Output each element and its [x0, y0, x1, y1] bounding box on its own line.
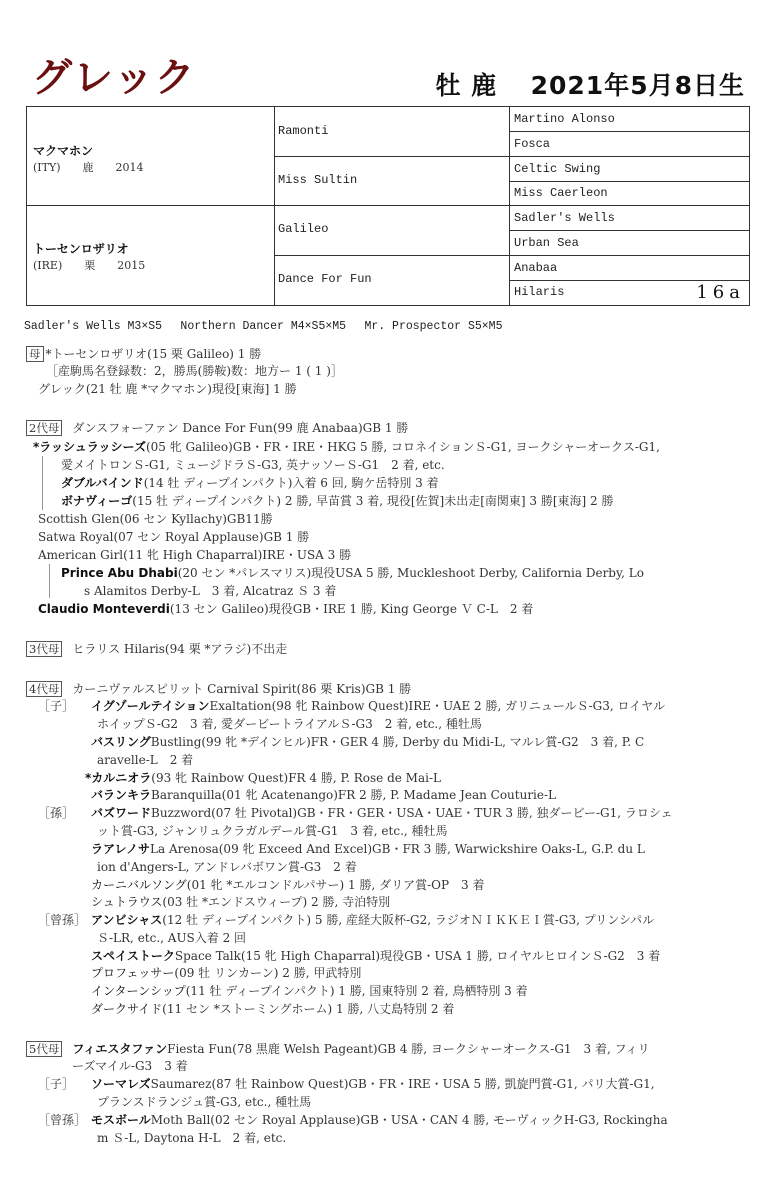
fourth-dam-grand-4: シュトラウス(03 牡 *エンドスウィープ) 2 勝, 寺泊特別	[91, 895, 391, 909]
second-dam-row-5: Satwa Royal(07 セン Royal Applause)GB 1 勝	[38, 530, 310, 544]
fourth-dam-grand-2-cont: ion d'Angers-L, アンドレバボワン賞-G3 2 着	[97, 860, 357, 874]
section-label-dam: 母	[26, 346, 44, 362]
inbreeding-line: Sadler's Wells M3×S5 Northern Dancer M4×S5×M5 Mr. Prospector S5×M5	[24, 320, 503, 333]
dam-dam: Dance For Fun	[278, 272, 372, 286]
ancestor-5: Sadler's Wells	[514, 211, 615, 225]
fourth-dam-grand-3: カーニバルソング(01 牝 *エルコンドルパサー) 1 勝, ダリア賞-OP 3 着	[91, 878, 485, 892]
sire-sire: Ramonti	[278, 124, 329, 138]
birth-date: 2021年5月8日生	[530, 71, 745, 100]
section-label-5th-dam: 5代母	[26, 1041, 62, 1057]
fifth-dam-head: 5代母 フィエスタファンFiesta Fun(78 黒鹿 Welsh Pageant)GB 4 勝, ヨークシャーオークス-G1 3 着, フィリ	[26, 1040, 650, 1058]
section-label-2nd-dam: 2代母	[26, 420, 62, 436]
fourth-dam-child-2: バスリングBustling(99 牝 *デインヒル)FR・GER 4 勝, Derby du Midi-L, マルレ賞-G2 3 着, P. C	[91, 735, 645, 749]
fourth-dam-great-5: ダークサイド(11 セン *ストーミングホーム) 1 勝, 八丈島特別 2 着	[91, 1002, 455, 1016]
pedigree-table	[26, 106, 750, 306]
fourth-dam-child-1: イグゾールテイションExaltation(98 牝 Rainbow Quest)IRE・UAE 2 勝, ガリニュールＳ-G3, ロイヤル	[91, 699, 666, 713]
horse-name: グレック	[32, 55, 196, 101]
fourth-dam-great-2: スペイストークSpace Talk(15 牝 High Chaparral)現役GB・USA 1 勝, ロイヤルヒロインＳ-G2 3 着	[91, 949, 661, 963]
tag-grandchild: ［孫］	[38, 806, 75, 820]
fourth-dam-grand-2: ラアレノサLa Arenosa(09 牝 Exceed And Excel)GB・FR 3 勝, Warwickshire Oaks-L, G.P. du L	[91, 842, 645, 856]
second-dam-row-4: Scottish Glen(06 セン Kyllachy)GB11勝	[38, 512, 273, 526]
second-dam-row-1-cont: 愛メイトロンＳ-G1, ミュージドラＳ-G3, 英ナッソーＳ-G1 2 着, etc.	[61, 458, 445, 472]
sire-name: マクマホン	[33, 144, 94, 158]
second-dam-row-1: *ラッシュラッシーズ(05 牝 Galileo)GB・FR・IRE・HKG 5 勝, コロネイションＳ-G1, ヨークシャーオークス-G1,	[33, 440, 660, 454]
third-dam-head: 3代母 ヒラリス Hilaris(94 栗 *アラジ)不出走	[26, 640, 287, 658]
ancestor-4: Miss Caerleon	[514, 186, 608, 200]
ancestor-1: Martino Alonso	[514, 112, 615, 126]
dam-sire: Galileo	[278, 222, 329, 236]
dam-line-2: ［産駒馬名登録数：2，勝馬(勝鞍)数：地方ー 1 ( 1 )］	[46, 364, 343, 378]
second-dam-row-8: Claudio Monteverdi(13 セン Galileo)現役GB・IRE 1 勝, King George Ｖ C-L 2 着	[38, 602, 534, 616]
ancestor-7: Anabaa	[514, 261, 558, 275]
second-dam-row-6: American Girl(11 牝 High Chaparral)IRE・USA 3 勝	[38, 548, 352, 562]
sex-coat: 牡 鹿	[435, 71, 498, 100]
fifth-dam-great-1: モスボールMoth Ball(02 セン Royal Applause)GB・USA・CAN 4 勝, モーヴィックH-G3, Rockingha	[91, 1113, 668, 1127]
sire-info: (ITY) 鹿 2014	[33, 161, 144, 174]
ancestor-2: Fosca	[514, 137, 551, 151]
fifth-dam-head-cont: ーズマイル-G3 3 着	[72, 1059, 188, 1073]
fourth-dam-head: 4代母 カーニヴァルスピリット Carnival Spirit(86 栗 Kris)GB 1 勝	[26, 680, 411, 698]
section-label-4th-dam: 4代母	[26, 681, 62, 697]
fourth-dam-great-3: プロフェッサー(09 牡 リンカーン) 2 勝, 甲武特別	[91, 966, 362, 980]
second-dam-row-3: ボナヴィーゴ(15 牡 ディープインパクト) 2 勝, 早苗賞 3 着, 現役[佐賀]未出走[南関東] 3 勝[東海] 2 勝	[61, 494, 614, 508]
fifth-tag-great: ［曾孫］	[38, 1113, 87, 1127]
dam-name: トーセンロザリオ	[33, 242, 129, 256]
fourth-dam-child-2-cont: aravelle-L 2 着	[97, 753, 194, 767]
fifth-dam-great-1-cont: m Ｓ-L, Daytona H-L 2 着, etc.	[97, 1131, 287, 1145]
fourth-dam-child-4: バランキラBaranquilla(01 牝 Acatenango)FR 2 勝, P. Madame Jean Couturie-L	[91, 788, 557, 802]
fourth-dam-great-1-cont: Ｓ-LR, etc., AUS入着 2 回	[97, 931, 247, 945]
second-dam-row-7-cont: s Alamitos Derby-L 3 着, Alcatraz Ｓ 3 着	[84, 584, 337, 598]
dam-info: (IRE) 栗 2015	[33, 259, 146, 272]
second-dam-head: 2代母 ダンスフォーファン Dance For Fun(99 鹿 Anabaa)GB 1 勝	[26, 419, 408, 437]
tag-child: ［子］	[38, 699, 75, 713]
fourth-dam-child-1-cont: ホイップＳ-G2 3 着, 愛ダービートライアルＳ-G3 2 着, etc., 種牡馬	[97, 717, 482, 731]
fourth-dam-child-3: *カルニオラ(93 牝 Rainbow Quest)FR 4 勝, P. Rose de Mai-L	[85, 771, 441, 785]
section-label-3rd-dam: 3代母	[26, 641, 62, 657]
horse-sex-birth	[435, 66, 745, 102]
dam-line-3: グレック(21 牡 鹿 *マクマホン)現役[東海] 1 勝	[38, 382, 297, 396]
sire-cell	[33, 142, 144, 175]
second-dam-row-7: Prince Abu Dhabi(20 セン *パレスマリス)現役USA 5 勝, Muckleshoot Derby, California Derby, Lo	[61, 566, 644, 580]
fifth-dam-child-1: ソーマレズSaumarez(87 牡 Rainbow Quest)GB・FR・IRE・USA 5 勝, 凱旋門賞-G1, パリ大賞-G1,	[91, 1077, 655, 1091]
fourth-dam-great-1: アンビシャス(12 牡 ディープインパクト) 5 勝, 産経大阪杯-G2, ラジオＮＩＫＫＥＩ賞-G3, プリンシパル	[91, 913, 655, 927]
fifth-tag-child: ［子］	[38, 1077, 75, 1091]
dam-cell	[33, 240, 145, 273]
ancestor-3: Celtic Swing	[514, 162, 601, 176]
ancestor-8: Hilaris	[514, 285, 565, 299]
tag-great-grandchild: ［曾孫］	[38, 913, 87, 927]
ancestor-6: Urban Sea	[514, 236, 579, 250]
fourth-dam-great-4: インターンシップ(11 牡 ディープインパクト) 1 勝, 国東特別 2 着, 鳥栖特別 3 着	[91, 984, 528, 998]
fifth-dam-child-1-cont: プランスドランジュ賞-G3, etc., 種牡馬	[97, 1095, 312, 1109]
fourth-dam-grand-1: バズワードBuzzword(07 牡 Pivotal)GB・FR・GER・USA・UAE・TUR 3 勝, 独ダービー-G1, ラロシェ	[91, 806, 673, 820]
second-dam-row-2: ダブルバインド(14 牡 ディープインパクト)入着 6 回, 駒ケ岳特別 3 着	[61, 476, 439, 490]
family-code: 16a	[696, 282, 745, 303]
sire-dam: Miss Sultin	[278, 173, 358, 187]
fourth-dam-grand-1-cont: ット賞-G3, ジャンリュクラガルデール賞-G1 3 着, etc., 種牡馬	[97, 824, 448, 838]
dam-line-1: 母 *トーセンロザリオ(15 栗 Galileo) 1 勝	[26, 345, 261, 363]
